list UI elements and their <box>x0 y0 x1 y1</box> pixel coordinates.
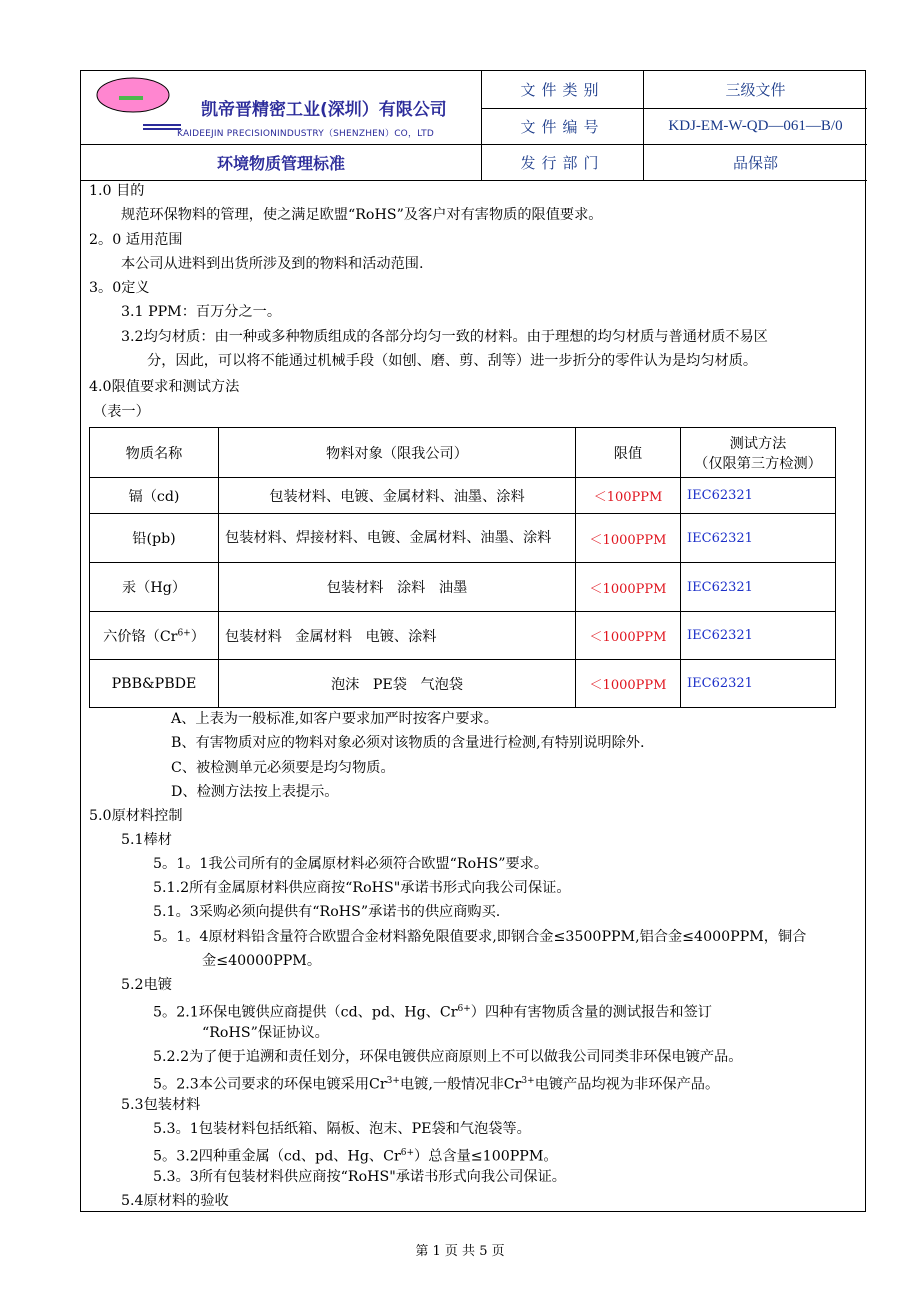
section-3-title: 3。0定义 <box>89 280 150 296</box>
section-5-2-1-line1: 5。2.1环保电镀供应商提供（cd、pd、Hg、$Cr^{6+}$）四种有害物质含量的测试报告和签订 <box>153 1004 712 1021</box>
note-c: C、被检测单元必须要是均匀物质。 <box>171 760 395 776</box>
section-5-3-3: 5.3。3所有包装材料供应商按“RoHS"承诺书形式向我公司保证。 <box>153 1169 566 1185</box>
section-5-1-1: 5。1。1我公司所有的金属原材料必须符合欧盟“RoHS”要求。 <box>153 856 549 872</box>
section-3-2-line2: 分，因此，可以将不能通过机械手段（如刨、磨、剪、刮等）进一步折分的零件认为是均匀材质。 <box>147 353 758 369</box>
section-5-1: 5.1棒材 <box>121 832 172 848</box>
note-d: D、检测方法按上表提示。 <box>171 784 339 800</box>
section-5-2-1-line2: “RoHS”保证协议。 <box>202 1025 329 1041</box>
company-logo-icon <box>95 77 183 117</box>
section-5-3: 5.3包装材料 <box>121 1097 201 1113</box>
doc-type-value: 三级文件 <box>725 81 786 99</box>
doc-number-label: 文件编号 <box>520 118 605 136</box>
col-target: 物料对象（限我公司） <box>219 428 576 478</box>
table-caption: （表一） <box>93 404 150 420</box>
note-a: A、上表为一般标准,如客户要求加严时按客户要求。 <box>171 711 498 727</box>
doc-type-label: 文件类别 <box>520 81 605 99</box>
table-row: 汞（Hg） 包装材料 涂料 油墨 ＜1000PPM IEC62321 <box>90 563 836 612</box>
section-5-2-3: 5。2.3本公司要求的环保电镀采用$Cr^{3+}$电镀,一般情况非$Cr^{3+}$电镀产品均视为非环保产品。 <box>153 1076 720 1093</box>
company-name-en: KAIDEEJIN PRECISIONINDUSTRY（SHENZHEN）CO，LTD <box>177 129 434 139</box>
section-5-1-4-line2: 金≤40000PPM。 <box>202 953 322 969</box>
page-footer: 第 1 页 共 5 页 <box>415 1244 505 1259</box>
issue-dept-label: 发行部门 <box>520 154 605 172</box>
table-row: PBB&PBDE 泡沫 PE袋 气泡袋 ＜1000PPM IEC62321 <box>90 660 836 708</box>
logo-lines-icon <box>143 123 181 133</box>
section-5-title: 5.0原材料控制 <box>89 808 183 824</box>
section-3-1: 3.1 PPM：百万分之一。 <box>121 304 282 320</box>
table-row: 铅(pb) 包装材料、焊接材料、电镀、金属材料、油墨、涂料 ＜1000PPM IEC62321 <box>90 514 836 563</box>
section-5-1-4-line1: 5。1。4原材料铅含量符合欧盟合金材料豁免限值要求,即钢合金≤3500PPM,铝合金≤4000PPM，铜合 <box>153 929 807 945</box>
doc-number-value: KDJ-EM-W-QD—061—B/0 <box>668 118 843 134</box>
section-5-3-1: 5.3。1包装材料包括纸箱、隔板、泡末、PE袋和气泡袋等。 <box>153 1121 531 1137</box>
table-header-row <box>90 428 836 478</box>
section-1-text: 规范环保物料的管理，使之满足欧盟“RoHS”及客户对有害物质的限值要求。 <box>121 207 603 223</box>
section-5-2: 5.2电镀 <box>121 977 172 993</box>
doc-title: 环境物质管理标准 <box>216 154 345 173</box>
section-5-2-2: 5.2.2为了便于追溯和责任划分，环保电镀供应商原则上不可以做我公司同类非环保电镀产品。 <box>153 1049 743 1065</box>
section-3-2-line1: 3.2均匀材质：由一种或多种物质组成的各部分均匀一致的材料。由于理想的均匀材质与普通材质不易区 <box>121 329 768 345</box>
section-2-title: 2。0 适用范围 <box>89 232 183 248</box>
company-name-cn: 凯帝晋精密工业(深圳）有限公司 <box>201 100 447 120</box>
section-5-1-2: 5.1.2所有金属原材料供应商按“RoHS"承诺书形式向我公司保证。 <box>153 880 571 896</box>
section-2-text: 本公司从进料到出货所涉及到的物料和活动范围. <box>121 256 424 272</box>
section-5-4: 5.4原材料的验收 <box>121 1193 229 1209</box>
issue-dept-value: 品保部 <box>732 154 778 172</box>
table-row: 六价铬$(Cr^{6+})$ 包装材料 金属材料 电镀、涂料 ＜1000PPM IEC62321 <box>90 612 836 660</box>
note-b: B、有害物质对应的物料对象必须对该物质的含量进行检测,有特别说明除外. <box>171 735 645 751</box>
document-header <box>81 71 867 181</box>
document-page <box>80 70 866 1212</box>
limit-table <box>89 427 836 708</box>
section-5-1-3: 5.1。3采购必须向提供有“RoHS”承诺书的供应商购买. <box>153 904 501 920</box>
col-limit: 限值 <box>576 428 681 478</box>
section-4-title: 4.0限值要求和测试方法 <box>89 379 240 395</box>
section-5-3-2: 5。3.2四种重金属（cd、pd、Hg、$Cr^{6+}$）总含量≤100PPM。 <box>153 1148 558 1165</box>
col-method: 测试方法 （仅限第三方检测） <box>681 428 836 478</box>
table-row: 镉（cd) 包装材料、电镀、金属材料、油墨、涂料 ＜100PPM IEC62321 <box>90 478 836 514</box>
section-1-title: 1.0 目的 <box>89 183 145 199</box>
col-substance: 物质名称 <box>90 428 219 478</box>
